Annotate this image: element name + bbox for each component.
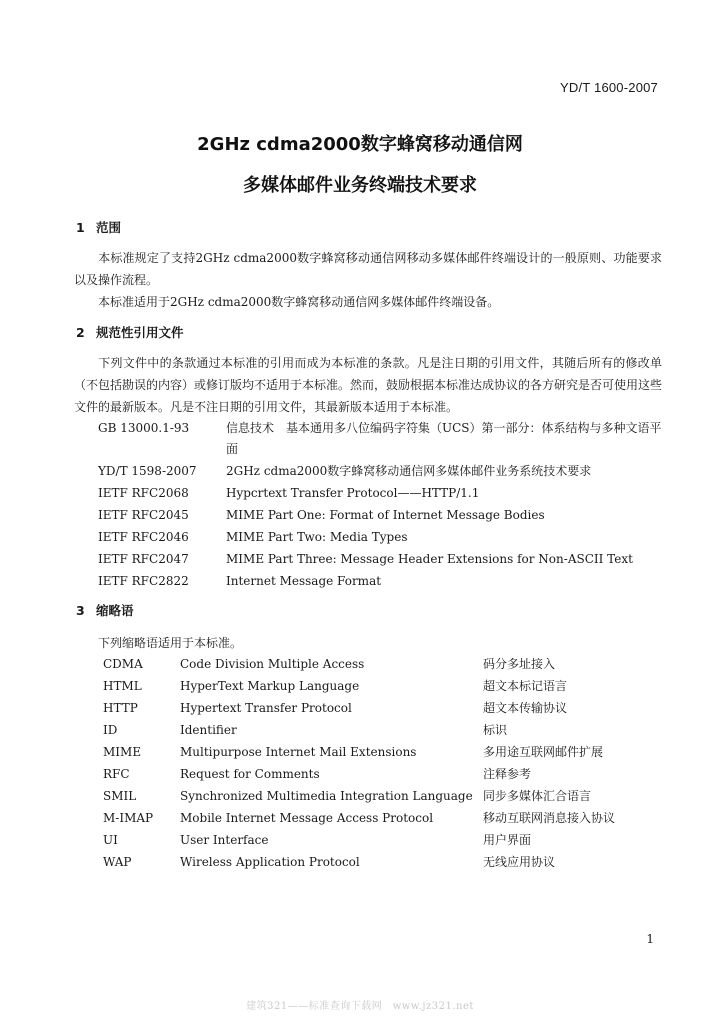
reference-description: Internet Message Format [226, 574, 382, 588]
reference-description: Hypcrtext Transfer Protocol——HTTP/1.1 [226, 486, 480, 500]
abbreviation-code: RFC [103, 767, 130, 781]
reference-description: MIME Part Three: Message Header Extensions for Non-ASCII Text [226, 552, 633, 566]
reference-description: MIME Part Two: Media Types [226, 530, 408, 544]
page-number: 1 [646, 932, 654, 946]
section-heading-normative-references [76, 323, 184, 341]
abbreviation-full-name: Wireless Application Protocol [180, 855, 360, 869]
reference-description: 2GHz cdma2000数字蜂窝移动通信网多媒体邮件业务系统技术要求 [226, 464, 592, 478]
section-title: 范围 [96, 220, 122, 235]
abbreviation-full-name: HyperText Markup Language [180, 679, 360, 693]
reference-code: IETF RFC2045 [98, 508, 189, 522]
document-title-line-1: 2GHz cdma2000数字蜂窝移动通信网 [197, 134, 523, 155]
abbreviation-full-name: Code Division Multiple Access [180, 657, 365, 671]
abbreviation-chinese-name: 超文本标记语言 [483, 679, 568, 693]
reference-code: IETF RFC2047 [98, 552, 189, 566]
paragraph-text: 下列文件中的条款通过本标准的引用而成为本标准的条款。凡是注日期的引用文件，其随后所有的修改单（不包括勘误的内容）或修订版均不适用于本标准。然而，鼓励根据本标准达成协议的各方研究是否可使用这些文件的最新版本。凡是不注日期的引用文件，其最新版本适用于本标准。 [74, 356, 663, 414]
abbreviation-chinese-name: 移动互联网消息接入协议 [483, 811, 616, 825]
abbreviation-full-name: Request for Comments [180, 767, 320, 781]
abbreviation-chinese-name: 超文本传输协议 [483, 701, 568, 715]
references-intro-paragraph [74, 352, 662, 418]
section-heading-scope [76, 218, 121, 236]
abbreviation-code: HTTP [103, 701, 138, 715]
abbreviation-chinese-name: 注释参考 [483, 767, 532, 781]
abbreviation-code: UI [103, 833, 118, 847]
abbreviation-full-name: User Interface [180, 833, 269, 847]
section-number: 1 [76, 220, 85, 235]
scope-paragraph-2 [74, 291, 662, 313]
abbreviation-full-name: Mobile Internet Message Access Protocol [180, 811, 434, 825]
reference-code: YD/T 1598-2007 [98, 464, 197, 478]
abbreviation-code: WAP [103, 855, 132, 869]
paragraph-text: 下列缩略语适用于本标准。 [98, 636, 243, 650]
section-title: 缩略语 [96, 603, 134, 618]
paragraph-text: 本标准规定了支持2GHz cdma2000数字蜂窝移动通信网移动多媒体邮件终端设计的一般原则、功能要求以及操作流程。 [74, 251, 662, 287]
abbreviation-full-name: Multipurpose Internet Mail Extensions [180, 745, 417, 759]
abbreviation-full-name: Identifier [180, 723, 237, 737]
reference-code: IETF RFC2822 [98, 574, 189, 588]
abbreviation-code: ID [103, 723, 118, 737]
paragraph-text: 本标准适用于2GHz cdma2000数字蜂窝移动通信网多媒体邮件终端设备。 [98, 295, 500, 309]
document-title-line-2: 多媒体邮件业务终端技术要求 [243, 175, 477, 196]
watermark-text: 建筑321——标准查询下载网 www.jz321.net [246, 1001, 474, 1012]
abbreviation-full-name: Synchronized Multimedia Integration Language [180, 789, 473, 803]
reference-code: IETF RFC2046 [98, 530, 189, 544]
abbreviation-chinese-name: 标识 [483, 723, 508, 737]
abbreviation-full-name: Hypertext Transfer Protocol [180, 701, 352, 715]
abbreviation-code: SMIL [103, 789, 137, 803]
section-heading-abbreviations [76, 601, 134, 619]
reference-description: 信息技术 基本通用多八位编码字符集（UCS）第一部分：体系结构与多种文语平面 [226, 421, 662, 456]
abbreviation-chinese-name: 码分多址接入 [483, 657, 556, 671]
scope-paragraph-1 [74, 247, 662, 291]
reference-description: MIME Part One: Format of Internet Message Bodies [226, 508, 545, 522]
abbreviations-intro [74, 632, 662, 654]
abbreviation-chinese-name: 用户界面 [483, 833, 532, 847]
abbreviation-code: CDMA [103, 657, 143, 671]
section-number: 2 [76, 325, 85, 340]
abbreviation-code: MIME [103, 745, 142, 759]
abbreviation-chinese-name: 多用途互联网邮件扩展 [483, 745, 604, 759]
document-code: YD/T 1600-2007 [560, 80, 658, 95]
abbreviation-code: M-IMAP [103, 811, 154, 825]
section-number: 3 [76, 603, 85, 618]
abbreviation-chinese-name: 无线应用协议 [483, 855, 556, 869]
reference-code: GB 13000.1-93 [98, 421, 190, 435]
abbreviation-code: HTML [103, 679, 142, 693]
abbreviation-chinese-name: 同步多媒体汇合语言 [483, 789, 592, 803]
section-title: 规范性引用文件 [96, 325, 184, 340]
reference-code: IETF RFC2068 [98, 486, 189, 500]
